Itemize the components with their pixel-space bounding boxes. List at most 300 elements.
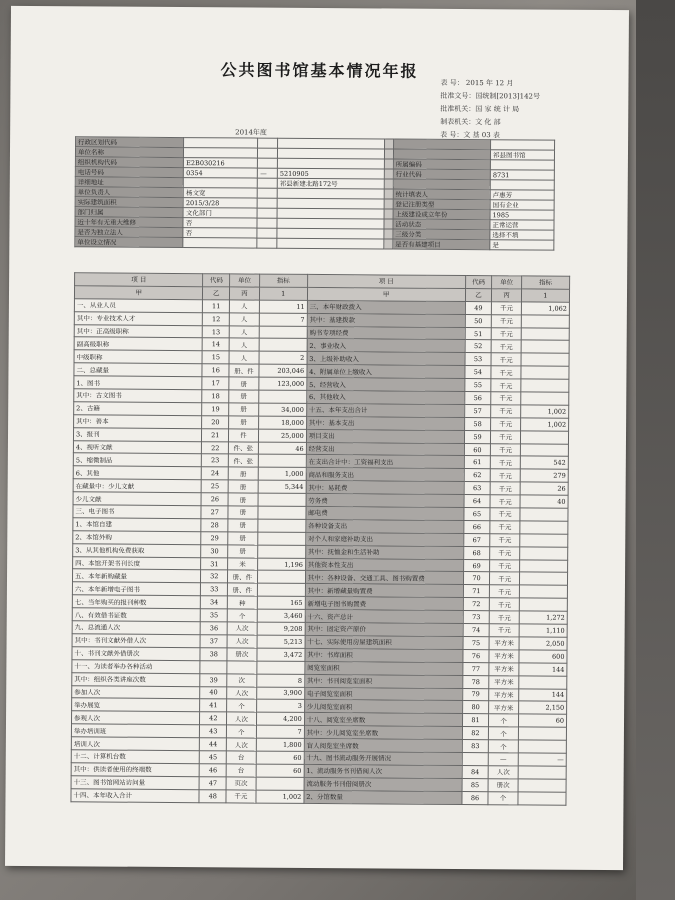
table-cell: —: [518, 753, 566, 766]
table-cell: 63: [464, 482, 491, 495]
table-cell: 67: [463, 533, 490, 546]
table-cell: 其中：各种设备、交通工具、图书购置费: [305, 571, 463, 585]
table-cell: 其中：抚恤金和生活补助: [305, 545, 463, 559]
table-cell: 其中：组织各类讲座次数: [72, 672, 201, 686]
info-cell: 详细地址: [75, 177, 183, 188]
meta-dept: 制表机关：文 化 部: [440, 117, 501, 127]
table-cell: 代码: [465, 276, 492, 289]
table-cell: 丙: [230, 287, 260, 300]
table-cell: 册: [228, 545, 258, 558]
info-cell: 三级分类: [393, 229, 490, 240]
table-cell: 203,046: [259, 364, 307, 377]
table-cell: 千元: [490, 546, 520, 559]
table-cell: [519, 676, 567, 689]
table-cell: 7: [256, 725, 304, 738]
table-cell: 50: [465, 314, 492, 327]
table-cell: 21: [202, 428, 229, 441]
table-cell: 19: [202, 403, 229, 416]
info-cell: E2B030216: [184, 158, 258, 169]
table-cell: [518, 740, 566, 753]
info-cell: 单位设立情况: [75, 237, 183, 248]
table-cell: 2,050: [519, 637, 567, 650]
table-cell: 在支出合计中：工资福利支出: [306, 455, 464, 469]
info-cell: [393, 179, 490, 190]
table-cell: 册: [228, 467, 258, 480]
table-cell: [462, 752, 489, 765]
table-cell: 举办展览: [72, 698, 201, 712]
table-cell: 9,208: [257, 622, 305, 635]
table-cell: 65: [464, 508, 491, 521]
info-cell: [277, 238, 384, 249]
table-cell: 4、附属单位上缴收入: [307, 365, 465, 379]
table-cell: 83: [462, 740, 489, 753]
info-cell: 2015/3/28: [183, 198, 257, 209]
info-cell: 文化部门: [183, 208, 257, 219]
table-cell: 18: [202, 390, 229, 403]
table-cell: [521, 392, 569, 405]
table-cell: [521, 366, 569, 379]
table-cell: 1,196: [257, 558, 305, 571]
table-cell: 个: [227, 699, 257, 712]
table-cell: 165: [257, 596, 305, 609]
table-cell: 乙: [465, 288, 492, 301]
table-cell: [521, 340, 569, 353]
table-cell: 27: [201, 506, 228, 519]
table-cell: 购书专项经费: [307, 326, 465, 340]
table-cell: 单位: [230, 274, 260, 287]
table-cell: 平方米: [489, 688, 519, 701]
info-cell: 登记注册类型: [393, 199, 490, 210]
table-cell: 册、件: [229, 364, 259, 377]
table-cell: 81: [462, 714, 489, 727]
table-cell: 15: [202, 351, 229, 364]
table-cell: 54: [465, 366, 492, 379]
table-cell: 千元: [492, 301, 522, 314]
info-cell: [490, 180, 554, 190]
table-cell: 其中：书库面积: [305, 648, 463, 662]
table-cell: [519, 585, 567, 598]
table-cell: [518, 779, 566, 792]
info-cell: 正常运营: [490, 220, 554, 230]
meta-table-no: 表 号： 2015 年 12 月: [440, 78, 514, 88]
basic-info-table: [74, 136, 555, 250]
table-cell: 劳务费: [306, 494, 464, 508]
table-cell: 少儿阅览室面积: [304, 700, 462, 714]
table-cell: 次: [227, 673, 257, 686]
table-cell: 6、其他收入: [306, 390, 464, 404]
table-cell: 八、有效借书证数: [72, 608, 201, 622]
table-cell: 经营支出: [306, 442, 464, 456]
table-cell: 72: [463, 598, 490, 611]
table-cell: 三、本年财政拨入: [307, 300, 465, 314]
table-cell: 80: [462, 701, 489, 714]
table-cell: 46: [258, 442, 306, 455]
table-cell: 种: [227, 596, 257, 609]
info-cell: 是否为独立法人: [75, 227, 183, 238]
table-cell: 52: [465, 340, 492, 353]
info-cell: 是否有基建项目: [393, 239, 490, 250]
table-cell: 70: [463, 572, 490, 585]
info-cell: 组织机构代码: [75, 157, 183, 168]
table-cell: 页次: [226, 777, 256, 790]
table-cell: 人次: [227, 712, 257, 725]
table-cell: 其中：新增藏量购置费: [305, 584, 463, 598]
table-cell: 册、件: [228, 570, 258, 583]
table-cell: 二、总藏量: [74, 363, 203, 377]
table-cell: 20: [202, 415, 229, 428]
table-cell: [521, 353, 569, 366]
table-cell: 41: [200, 699, 227, 712]
table-cell: 其中：少儿阅览室坐席数: [304, 726, 462, 740]
info-cell: [184, 148, 258, 159]
table-cell: [521, 327, 569, 340]
table-cell: 人: [229, 325, 259, 338]
table-cell: 1、流动服务书刊借阅人次: [304, 764, 462, 778]
form-metadata: [440, 77, 540, 143]
info-cell: 所属编码: [393, 159, 490, 170]
table-cell: 十、书刊文献外借册次: [72, 647, 201, 661]
table-cell: 53: [465, 353, 492, 366]
info-cell: [385, 159, 394, 169]
table-cell: 阅览室面积: [305, 661, 463, 675]
table-cell: 34,000: [258, 403, 306, 416]
table-cell: 平方米: [489, 650, 519, 663]
report-title: 公共图书馆基本情况年报: [220, 60, 419, 81]
table-cell: 千元: [491, 418, 521, 431]
table-cell: 4,200: [256, 712, 304, 725]
table-cell: 24: [202, 467, 229, 480]
table-cell: 其中：古文图书: [74, 389, 203, 403]
table-cell: 23: [202, 454, 229, 467]
info-cell: 实际建筑面积: [75, 197, 183, 208]
table-cell: 2,150: [518, 701, 566, 714]
info-cell: 是: [490, 240, 554, 250]
table-cell: 平方米: [489, 701, 519, 714]
table-cell: 千元: [491, 443, 521, 456]
table-cell: 册: [229, 403, 259, 416]
table-cell: 米: [228, 557, 258, 570]
table-cell: 57: [464, 404, 491, 417]
table-cell: [519, 560, 567, 573]
info-cell: 电话号码: [75, 167, 183, 178]
table-cell: [520, 508, 568, 521]
info-cell: 行政区划代码: [76, 137, 184, 148]
info-cell: 活动状态: [393, 219, 490, 230]
info-cell: 单位负责人: [75, 187, 183, 198]
table-cell: 3、报刊: [73, 427, 202, 441]
info-cell: [184, 178, 258, 189]
report-sheet: [5, 6, 629, 870]
table-cell: 中级职称: [74, 350, 203, 364]
info-cell: [258, 178, 278, 188]
table-cell: 商品和服务支出: [306, 468, 464, 482]
table-cell: 十四、本年收入合计: [71, 788, 200, 802]
table-cell: [521, 315, 569, 328]
table-cell: 参加人次: [72, 685, 201, 699]
table-cell: 79: [462, 688, 489, 701]
table-cell: [258, 506, 306, 519]
table-cell: 四、本馆开架书刊长度: [73, 556, 202, 570]
table-cell: 86: [462, 791, 489, 804]
info-cell: [491, 140, 555, 150]
table-cell: 十八、阅览室坐席数: [304, 713, 462, 727]
table-cell: 十一、为读者举办各种活动: [72, 660, 201, 674]
table-cell: 1,002: [520, 418, 568, 431]
info-cell: [257, 218, 277, 228]
table-cell: [227, 661, 257, 674]
table-cell: 人次: [488, 766, 518, 779]
info-cell: [257, 238, 277, 248]
table-cell: 参观人次: [71, 711, 200, 725]
table-cell: 册、件: [228, 583, 258, 596]
info-cell: 国有企业: [490, 200, 554, 210]
table-cell: 十九、图书流动服务开展情况: [304, 751, 462, 765]
table-cell: 在藏量中：少儿文献: [73, 479, 202, 493]
table-cell: 59: [464, 430, 491, 443]
table-cell: 六、本年新增电子图书: [72, 582, 201, 596]
table-cell: 七、当年购买的报刊种数: [72, 595, 201, 609]
table-cell: 56: [464, 392, 491, 405]
table-cell: 十七、实际使用房屋建筑面积: [305, 635, 463, 649]
info-cell: 单位名称: [75, 147, 183, 158]
table-cell: 47: [199, 776, 226, 789]
table-cell: [258, 390, 306, 403]
table-cell: 34: [201, 596, 228, 609]
table-cell: 2、事业收入: [307, 339, 465, 353]
table-cell: 千元: [490, 534, 520, 547]
table-cell: 1: [259, 287, 307, 300]
table-cell: [257, 583, 305, 596]
table-cell: 144: [518, 688, 566, 701]
table-cell: [519, 598, 567, 611]
table-cell: 电子阅览室面积: [304, 687, 462, 701]
meta-form: 表 号：文 基 03 表: [440, 130, 500, 140]
table-cell: 其他资本性支出: [305, 558, 463, 572]
table-cell: 5,213: [257, 635, 305, 648]
table-cell: 40: [200, 686, 227, 699]
info-cell: 祁县新建北路172号: [277, 178, 384, 189]
table-cell: 人: [229, 351, 259, 364]
table-cell: 千元: [490, 611, 520, 624]
table-cell: 11: [259, 300, 307, 313]
table-cell: 邮电费: [306, 506, 464, 520]
table-cell: [519, 572, 567, 585]
info-cell: [384, 199, 393, 209]
table-cell: 盲人阅览室坐席数: [304, 738, 462, 752]
table-cell: 培训人次: [71, 737, 200, 751]
table-cell: 3,900: [256, 687, 304, 700]
table-cell: 人次: [227, 635, 257, 648]
table-cell: 十三、图书馆网站访问量: [71, 776, 200, 790]
table-cell: 5,344: [258, 480, 306, 493]
table-cell: 48: [199, 789, 226, 802]
table-cell: 千元: [491, 405, 521, 418]
table-cell: 74: [463, 624, 490, 637]
table-cell: 千元: [226, 789, 256, 802]
table-cell: 册: [229, 390, 259, 403]
info-cell: [393, 149, 490, 160]
table-cell: 2、本馆外购: [73, 531, 202, 545]
table-cell: 1,062: [521, 302, 569, 315]
table-cell: 册: [228, 493, 258, 506]
table-cell: [256, 777, 304, 790]
table-cell: 12: [203, 312, 230, 325]
table-cell: 五、本年新购藏量: [72, 569, 201, 583]
info-cell: 1985: [490, 210, 554, 220]
table-cell: 279: [520, 469, 568, 482]
table-cell: 三、电子图书: [73, 505, 202, 519]
table-cell: 平方米: [489, 675, 519, 688]
table-cell: 45: [200, 751, 227, 764]
table-cell: —: [489, 753, 519, 766]
table-cell: 少儿文献: [73, 492, 202, 506]
table-cell: 件、张: [229, 441, 259, 454]
table-cell: 26: [520, 482, 568, 495]
table-cell: [259, 326, 307, 339]
table-cell: 3,472: [257, 648, 305, 661]
table-cell: 个: [227, 725, 257, 738]
table-cell: 平方米: [489, 662, 519, 675]
table-cell: [520, 521, 568, 534]
table-cell: 64: [464, 495, 491, 508]
table-cell: 各种设备支出: [306, 519, 464, 533]
info-cell: 杨文宽: [183, 188, 257, 199]
table-cell: 九、总流通人次: [72, 621, 201, 635]
info-cell: [257, 228, 277, 238]
table-cell: 5、经营收入: [307, 378, 465, 392]
table-cell: 举办培训班: [71, 724, 200, 738]
table-cell: 18,000: [258, 416, 306, 429]
table-cell: 平方米: [489, 637, 519, 650]
table-cell: 指标: [259, 274, 307, 287]
table-cell: 千元: [490, 521, 520, 534]
table-cell: 3、从其他机构免费获取: [73, 544, 202, 558]
info-cell: [258, 188, 278, 198]
table-cell: 2、古籍: [74, 402, 203, 416]
table-cell: 71: [463, 585, 490, 598]
info-cell: 8731: [490, 170, 554, 180]
table-cell: 46: [200, 764, 227, 777]
table-cell: 台: [226, 764, 256, 777]
table-cell: 册次: [488, 778, 518, 791]
table-cell: 项 目: [307, 274, 465, 288]
table-cell: 1,110: [519, 624, 567, 637]
table-cell: 其中：正高级职称: [74, 324, 203, 338]
table-cell: 副高级职称: [74, 337, 203, 351]
table-cell: 42: [200, 712, 227, 725]
table-cell: 1,000: [258, 467, 306, 480]
info-cell: 祁县图书馆: [490, 150, 554, 160]
table-cell: 千元: [490, 559, 520, 572]
table-cell: 千元: [490, 585, 520, 598]
table-cell: 其中：基本支出: [306, 416, 464, 430]
info-cell: [384, 229, 393, 239]
table-cell: 55: [464, 379, 491, 392]
table-cell: 61: [464, 456, 491, 469]
table-cell: 千元: [491, 353, 521, 366]
table-cell: 千元: [490, 482, 520, 495]
table-cell: 1,272: [519, 611, 567, 624]
table-cell: 36: [201, 622, 228, 635]
table-cell: 千元: [491, 456, 521, 469]
table-cell: 84: [462, 765, 489, 778]
info-cell: 5210905: [277, 168, 384, 179]
info-cell: 选择不填: [490, 230, 554, 240]
table-cell: [256, 661, 304, 674]
table-cell: 1,002: [256, 790, 304, 803]
meta-authority: 批准机关：国 家 统 计 局: [440, 104, 520, 114]
table-cell: 其中：易耗费: [306, 481, 464, 495]
table-cell: 一、从业人员: [74, 299, 203, 313]
table-cell: 1: [521, 289, 569, 302]
table-cell: 个: [227, 609, 257, 622]
info-cell: 统计填表人: [393, 189, 490, 200]
table-cell: 千元: [490, 508, 520, 521]
table-cell: [520, 431, 568, 444]
table-cell: 8: [256, 674, 304, 687]
table-cell: 台: [226, 751, 256, 764]
table-cell: 51: [465, 327, 492, 340]
table-cell: 58: [464, 417, 491, 430]
table-cell: [259, 339, 307, 352]
table-cell: 76: [463, 649, 490, 662]
table-cell: 33: [201, 583, 228, 596]
table-cell: 82: [462, 727, 489, 740]
table-cell: 28: [201, 519, 228, 532]
info-cell: 近十年有无重大维修: [75, 217, 183, 228]
table-cell: 60: [256, 751, 304, 764]
table-cell: 3,460: [257, 609, 305, 622]
table-cell: 44: [200, 738, 227, 751]
table-cell: 600: [519, 650, 567, 663]
table-cell: 千元: [492, 314, 522, 327]
info-cell: [385, 169, 394, 179]
table-cell: 乙: [203, 287, 230, 300]
table-cell: [518, 766, 566, 779]
table-cell: 25: [202, 480, 229, 493]
info-cell: [258, 138, 278, 148]
table-cell: 丙: [492, 289, 522, 302]
table-cell: 流动服务书刊借阅册次: [304, 777, 462, 791]
table-cell: 件、张: [228, 454, 258, 467]
table-cell: [257, 519, 305, 532]
table-cell: 十六、资产总计: [305, 610, 463, 624]
table-cell: [520, 534, 568, 547]
table-cell: 32: [201, 570, 228, 583]
table-cell: 个: [489, 740, 519, 753]
table-cell: 77: [462, 662, 489, 675]
background-surface: [636, 0, 675, 900]
table-cell: 新增电子图书购置费: [305, 597, 463, 611]
table-cell: 40: [520, 495, 568, 508]
table-cell: 2、分馆数量: [304, 790, 462, 804]
table-cell: 3、上级补助收入: [307, 352, 465, 366]
table-cell: 人次: [226, 738, 256, 751]
table-cell: 其中：专业技术人才: [74, 311, 203, 325]
table-cell: 5、缩微制品: [73, 453, 202, 467]
table-cell: 68: [463, 546, 490, 559]
table-cell: 千元: [491, 340, 521, 353]
table-cell: 千元: [490, 598, 520, 611]
table-cell: 60: [518, 714, 566, 727]
table-cell: 十二、计算机台数: [71, 750, 200, 764]
table-cell: 千元: [491, 430, 521, 443]
table-cell: 73: [463, 611, 490, 624]
info-cell: [490, 160, 554, 170]
table-cell: 人次: [227, 622, 257, 635]
table-cell: 册: [228, 480, 258, 493]
table-cell: 29: [201, 532, 228, 545]
